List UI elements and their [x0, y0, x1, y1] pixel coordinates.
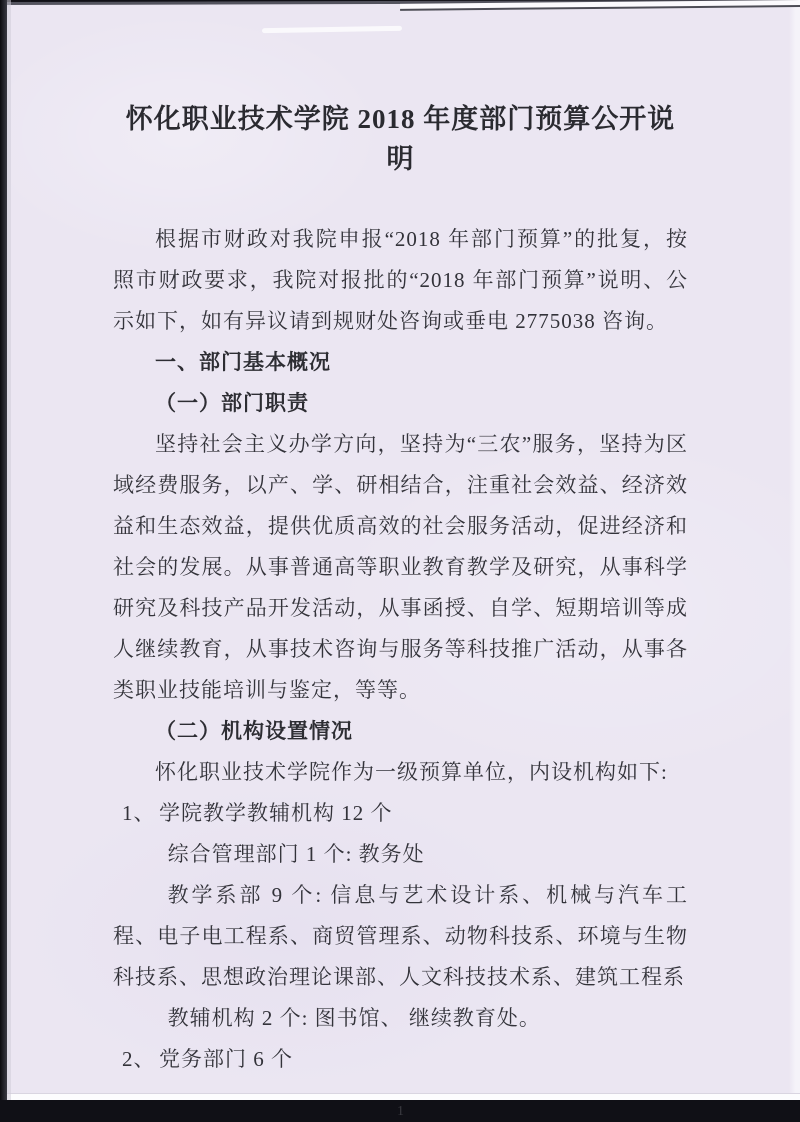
- org-list-item-1: [113, 793, 688, 834]
- page-number: 1: [397, 1104, 404, 1119]
- org-sub-line-2: 教学系部 9 个: 信息与艺术设计系、机械与汽车工程、电子电工程系、商贸管理系、动物科技系、环境与生物科技系、思想政治理论课部、人文科技技术系、建筑工程系: [113, 883, 688, 989]
- scan-edge-right: [789, 0, 800, 1100]
- org-sub-line-3: 教辅机构 2 个: 图书馆、 继续教育处。: [167, 1006, 541, 1030]
- paper-crease: [262, 26, 402, 33]
- org-item-label: 学院教学教辅机构 12 个: [159, 801, 393, 825]
- scan-edge-left: [0, 0, 7, 1100]
- org-item-number: 2、: [122, 1047, 156, 1071]
- org-item-label: 党务部门 6 个: [159, 1047, 293, 1071]
- org-intro-line: 怀化职业技术学院作为一级预算单位，内设机构如下:: [155, 760, 668, 784]
- org-sub-line-1: 综合管理部门 1 个: 教务处: [167, 842, 425, 866]
- scan-edge-left-highlight: [7, 0, 11, 1100]
- document-title: 怀化职业技术学院 2018 年度部门预算公开说明: [125, 104, 676, 174]
- section-heading-1: 一、部门基本概况: [155, 350, 331, 374]
- section-heading-1-2: （二）机构设置情况: [155, 719, 353, 743]
- document-content: [7, 99, 800, 1122]
- intro-paragraph: 根据市财政对我院申报“2018 年部门预算”的批复，按照市财政要求，我院对报批的“2018 年部门预算”说明、公示如下，如有异议请到规财处咨询或垂电 2775038 咨询。: [113, 227, 688, 333]
- document-page: [7, 3, 800, 1119]
- org-item-number: 1、: [122, 801, 156, 825]
- section-heading-1-1: （一）部门职责: [155, 391, 309, 415]
- scan-edge-bottom: [0, 1093, 800, 1100]
- org-list-item-2: [113, 1039, 688, 1080]
- duties-paragraph: 坚持社会主义办学方向，坚持为“三农”服务，坚持为区域经费服务，以产、学、研相结合，注重社会效益、经济效益和生态效益，提供优质高效的社会服务活动，促进经济和社会的发展。从事普通高等职业教育教学及研究，从事科学研究及科技产品开发活动，从事函授、自学、短期培训等成人继续教育，从事技术咨询与服务等科技推广活动，从事各类职业技能培训与鉴定，等等。: [113, 432, 688, 702]
